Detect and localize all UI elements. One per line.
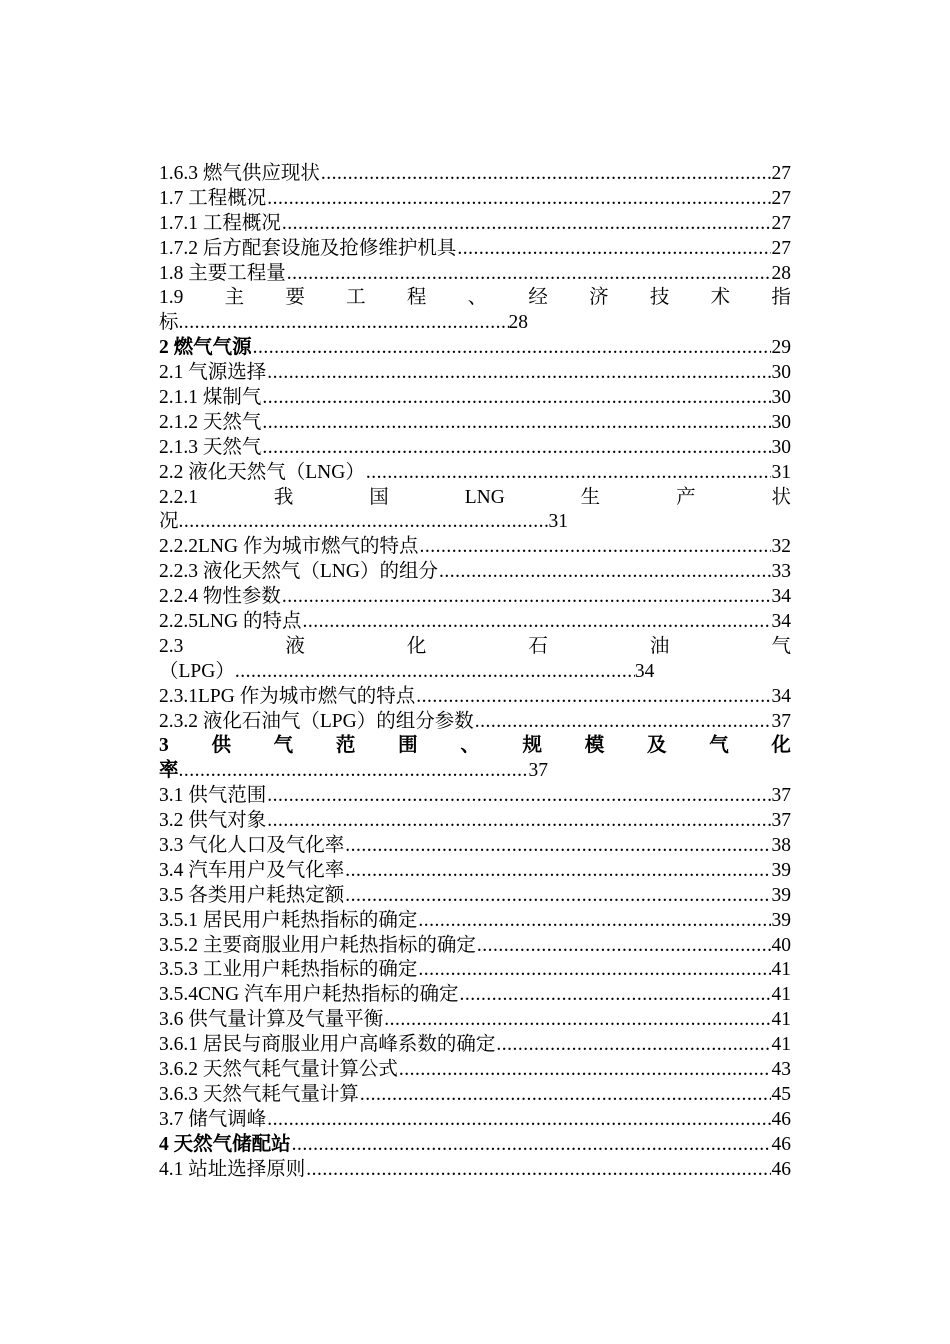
toc-entry-title: 3.6.2 天然气耗气量计算公式 xyxy=(159,1059,398,1081)
toc-leader-dots xyxy=(345,859,770,884)
toc-entry-word: 3 xyxy=(159,735,169,757)
toc-entry[interactable] xyxy=(159,685,791,710)
toc-page-number: 34 xyxy=(771,611,791,633)
toc-entry-word: 工 xyxy=(346,287,366,309)
toc-entry-word: 气 xyxy=(709,735,729,757)
toc-entry-word: 围 xyxy=(398,735,418,757)
toc-leader-dots xyxy=(267,361,770,386)
toc-page-number: 41 xyxy=(771,1034,791,1056)
toc-page-number: 30 xyxy=(771,387,791,408)
toc-entry[interactable] xyxy=(159,784,791,809)
toc-leader-dots xyxy=(345,834,770,859)
toc-page-number: 31 xyxy=(771,461,791,483)
toc-entry-word: 化 xyxy=(406,635,427,657)
toc-entry-word: 程 xyxy=(406,287,427,309)
toc-entry-title: 标 xyxy=(159,312,179,334)
toc-page-number: 30 xyxy=(771,411,791,433)
toc-entry-title: 3.5 各类用户耗热定额 xyxy=(159,884,345,906)
toc-leader-dots xyxy=(282,212,771,237)
toc-leader-dots xyxy=(262,436,770,461)
toc-entry-word: 气 xyxy=(771,635,791,657)
toc-entry-title: （LPG） xyxy=(159,660,235,682)
toc-entry-word: 油 xyxy=(649,635,670,657)
toc-page-number: 45 xyxy=(771,1083,791,1105)
toc-page-number: 38 xyxy=(771,835,791,857)
toc-leader-dots xyxy=(267,187,770,212)
toc-entry[interactable] xyxy=(159,834,791,859)
toc-entry[interactable] xyxy=(159,386,791,411)
toc-leader-dots xyxy=(457,237,770,262)
toc-entry-title: 3.2 供气对象 xyxy=(159,810,267,832)
toc-page-number: 28 xyxy=(508,312,529,334)
table-of-contents xyxy=(159,162,791,1183)
toc-entry[interactable] xyxy=(159,1083,791,1108)
toc-page-number: 41 xyxy=(771,959,791,981)
toc-entry[interactable] xyxy=(159,212,791,237)
toc-entry[interactable] xyxy=(159,610,791,635)
toc-entry-title: 3.5.1 居民用户耗热指标的确定 xyxy=(159,909,418,931)
toc-entry[interactable] xyxy=(159,336,791,361)
toc-entry-word: 及 xyxy=(646,735,667,757)
toc-entry-title: 3.6 供气量计算及气量平衡 xyxy=(159,1009,384,1031)
toc-page-number: 34 xyxy=(771,685,791,707)
toc-entry-title: 2.2.5LNG 的特点 xyxy=(159,611,302,633)
toc-entry-title: 3.6.1 居民与商服业用户高峰系数的确定 xyxy=(159,1034,496,1056)
toc-page-number: 39 xyxy=(771,859,791,881)
toc-leader-dots xyxy=(416,685,770,710)
toc-entry-title: 1.8 主要工程量 xyxy=(159,262,286,284)
toc-entry[interactable] xyxy=(159,461,791,486)
toc-entry-word: 状 xyxy=(771,486,791,508)
toc-entry-title: 2 燃气气源 xyxy=(159,337,252,359)
toc-entry-title: 率 xyxy=(159,760,179,782)
toc-entry[interactable] xyxy=(159,809,791,834)
toc-entry-title: 4.1 站址选择原则 xyxy=(159,1158,306,1180)
toc-entry-word: 2.3 xyxy=(159,635,184,657)
toc-entry-word: 液 xyxy=(285,635,305,657)
toc-leader-dots xyxy=(321,162,771,187)
toc-entry[interactable] xyxy=(159,361,791,386)
toc-entry[interactable] xyxy=(159,262,791,287)
toc-entry-title: 2.3.1LPG 作为城市燃气的特点 xyxy=(159,685,416,707)
toc-entry-word: 、 xyxy=(460,735,480,757)
toc-leader-dots xyxy=(302,610,770,635)
toc-page-number: 39 xyxy=(771,909,791,931)
toc-entry[interactable] xyxy=(159,162,791,187)
toc-entry[interactable] xyxy=(159,983,791,1008)
toc-leader-dots xyxy=(179,759,529,784)
toc-entry-title: 2.2 液化天然气（LNG） xyxy=(159,461,365,483)
toc-entry-title: 3.7 储气调峰 xyxy=(159,1108,267,1130)
toc-entry[interactable] xyxy=(159,1033,791,1058)
toc-page-number: 30 xyxy=(771,436,791,458)
toc-entry-wrapped[interactable] xyxy=(159,486,791,511)
toc-entry[interactable] xyxy=(159,1008,791,1033)
toc-page-number: 37 xyxy=(771,810,791,832)
toc-entry[interactable] xyxy=(159,1058,791,1083)
toc-leader-dots xyxy=(306,1158,770,1183)
toc-entry-word: 供 xyxy=(211,735,231,757)
toc-page-number: 31 xyxy=(548,511,569,533)
toc-page-number: 46 xyxy=(771,1108,791,1130)
toc-page-number: 30 xyxy=(771,362,791,384)
toc-leader-dots xyxy=(475,710,771,735)
toc-leader-dots xyxy=(399,1058,771,1083)
toc-leader-dots xyxy=(292,1133,771,1158)
toc-page-number: 27 xyxy=(771,237,791,259)
toc-page-number: 27 xyxy=(771,187,791,209)
toc-entry-continuation[interactable] xyxy=(159,660,791,685)
toc-leader-dots xyxy=(287,262,771,287)
toc-entry-word: 化 xyxy=(771,735,791,757)
toc-leader-dots xyxy=(235,660,635,685)
toc-entry-title: 2.2.2LNG 作为城市燃气的特点 xyxy=(159,536,419,558)
toc-leader-dots xyxy=(262,386,770,411)
toc-entry-title: 1.6.3 燃气供应现状 xyxy=(159,162,320,184)
toc-entry[interactable] xyxy=(159,436,791,461)
toc-page-number: 37 xyxy=(771,785,791,807)
toc-page-number: 37 xyxy=(771,710,791,732)
toc-entry-word: 石 xyxy=(528,635,548,657)
toc-entry[interactable] xyxy=(159,710,791,735)
toc-page-number: 27 xyxy=(771,212,791,234)
toc-page-number: 46 xyxy=(771,1158,791,1180)
toc-entry[interactable] xyxy=(159,859,791,884)
toc-entry-continuation[interactable] xyxy=(159,510,791,535)
toc-page-number: 33 xyxy=(771,561,791,583)
toc-entry[interactable] xyxy=(159,585,791,610)
toc-entry-word: 术 xyxy=(710,287,731,309)
toc-leader-dots xyxy=(496,1033,770,1058)
toc-entry-word: LNG xyxy=(464,486,505,508)
toc-entry-title: 2.3.2 液化石油气（LPG）的组分参数 xyxy=(159,710,474,732)
toc-entry-title: 1.7 工程概况 xyxy=(159,187,267,209)
toc-entry[interactable] xyxy=(159,237,791,262)
toc-entry[interactable] xyxy=(159,535,791,560)
toc-leader-dots xyxy=(345,884,770,909)
toc-page-number: 29 xyxy=(771,337,791,359)
toc-entry-title: 1.7.2 后方配套设施及抢修维护机具 xyxy=(159,237,457,259)
toc-entry-continuation[interactable] xyxy=(159,311,791,336)
toc-page-number: 28 xyxy=(771,262,791,284)
toc-entry-title: 2.2.4 物性参数 xyxy=(159,586,281,608)
toc-entry-word: 国 xyxy=(369,486,389,508)
toc-entry-wrapped[interactable] xyxy=(159,734,791,759)
toc-entry-word: 指 xyxy=(771,287,791,309)
toc-entry[interactable] xyxy=(159,909,791,934)
toc-entry-title: 3.5.2 主要商服业用户耗热指标的确定 xyxy=(159,934,476,956)
toc-entry[interactable] xyxy=(159,1108,791,1133)
toc-entry-word: 产 xyxy=(676,486,696,508)
toc-entry[interactable] xyxy=(159,1158,791,1183)
toc-page-number: 46 xyxy=(771,1133,791,1155)
toc-entry-word: 技 xyxy=(649,287,670,309)
toc-leader-dots xyxy=(419,535,770,560)
toc-page-number: 37 xyxy=(528,760,549,782)
toc-leader-dots xyxy=(267,1108,770,1133)
toc-entry[interactable] xyxy=(159,411,791,436)
toc-entry-title: 3.5.4CNG 汽车用户耗热指标的确定 xyxy=(159,984,459,1006)
toc-entry-word: 规 xyxy=(522,735,543,757)
toc-leader-dots xyxy=(360,1083,771,1108)
toc-leader-dots xyxy=(418,959,770,984)
toc-entry-title: 2.1 气源选择 xyxy=(159,362,267,384)
toc-entry-word: 范 xyxy=(335,735,356,757)
toc-leader-dots xyxy=(282,585,771,610)
toc-page-number: 34 xyxy=(771,586,791,608)
toc-entry-word: 我 xyxy=(273,486,294,508)
toc-entry-word: 主 xyxy=(224,287,245,309)
toc-page-number: 40 xyxy=(771,934,791,956)
toc-entry-wrapped[interactable] xyxy=(159,286,791,311)
toc-leader-dots xyxy=(179,311,509,336)
toc-entry-word: 1.9 xyxy=(159,287,184,309)
toc-entry-title: 2.1.1 煤制气 xyxy=(159,387,262,408)
toc-entry[interactable] xyxy=(159,934,791,959)
toc-leader-dots xyxy=(179,510,549,535)
toc-entry-title: 3.6.3 天然气耗气量计算 xyxy=(159,1083,359,1105)
toc-leader-dots xyxy=(262,411,770,436)
toc-entry-title: 2.1.2 天然气 xyxy=(159,411,262,433)
toc-entry-word: 、 xyxy=(467,287,488,309)
toc-leader-dots xyxy=(267,784,770,809)
toc-entry-title: 4 天然气储配站 xyxy=(159,1133,291,1155)
toc-leader-dots xyxy=(384,1008,770,1033)
toc-entry-word: 模 xyxy=(584,735,605,757)
toc-entry[interactable] xyxy=(159,187,791,212)
toc-leader-dots xyxy=(366,461,771,486)
toc-page-number: 43 xyxy=(771,1059,791,1081)
toc-page-number: 27 xyxy=(771,162,791,184)
toc-page-number: 32 xyxy=(771,536,791,558)
toc-page-number: 34 xyxy=(634,660,655,682)
toc-page-number: 41 xyxy=(771,1009,791,1031)
toc-entry-title: 2.1.3 天然气 xyxy=(159,436,262,458)
toc-entry-word: 要 xyxy=(285,287,305,309)
toc-entry-title: 2.2.3 液化天然气（LNG）的组分 xyxy=(159,561,438,583)
toc-page-number: 41 xyxy=(771,984,791,1006)
toc-leader-dots xyxy=(267,809,770,834)
toc-entry-wrapped[interactable] xyxy=(159,635,791,660)
toc-leader-dots xyxy=(477,934,771,959)
toc-leader-dots xyxy=(253,336,771,361)
toc-page-number: 39 xyxy=(771,884,791,906)
toc-entry-word: 2.2.1 xyxy=(159,486,198,508)
toc-entry[interactable] xyxy=(159,884,791,909)
toc-entry[interactable] xyxy=(159,1133,791,1158)
toc-entry-word: 经 xyxy=(528,287,548,309)
toc-entry-title: 3.5.3 工业用户耗热指标的确定 xyxy=(159,959,418,981)
toc-entry[interactable] xyxy=(159,959,791,984)
toc-entry-title: 1.7.1 工程概况 xyxy=(159,212,281,234)
toc-leader-dots xyxy=(418,909,770,934)
toc-entry-title: 3.1 供气范围 xyxy=(159,785,267,807)
toc-entry-title: 3.4 汽车用户及气化率 xyxy=(159,859,345,881)
toc-entry-continuation[interactable] xyxy=(159,759,791,784)
toc-entry-word: 济 xyxy=(589,287,609,309)
toc-entry-word: 气 xyxy=(273,735,294,757)
toc-entry[interactable] xyxy=(159,560,791,585)
toc-leader-dots xyxy=(439,560,771,585)
toc-leader-dots xyxy=(460,983,771,1008)
toc-entry-title: 况 xyxy=(159,511,179,533)
toc-entry-word: 生 xyxy=(580,486,601,508)
toc-entry-title: 3.3 气化人口及气化率 xyxy=(159,835,345,857)
